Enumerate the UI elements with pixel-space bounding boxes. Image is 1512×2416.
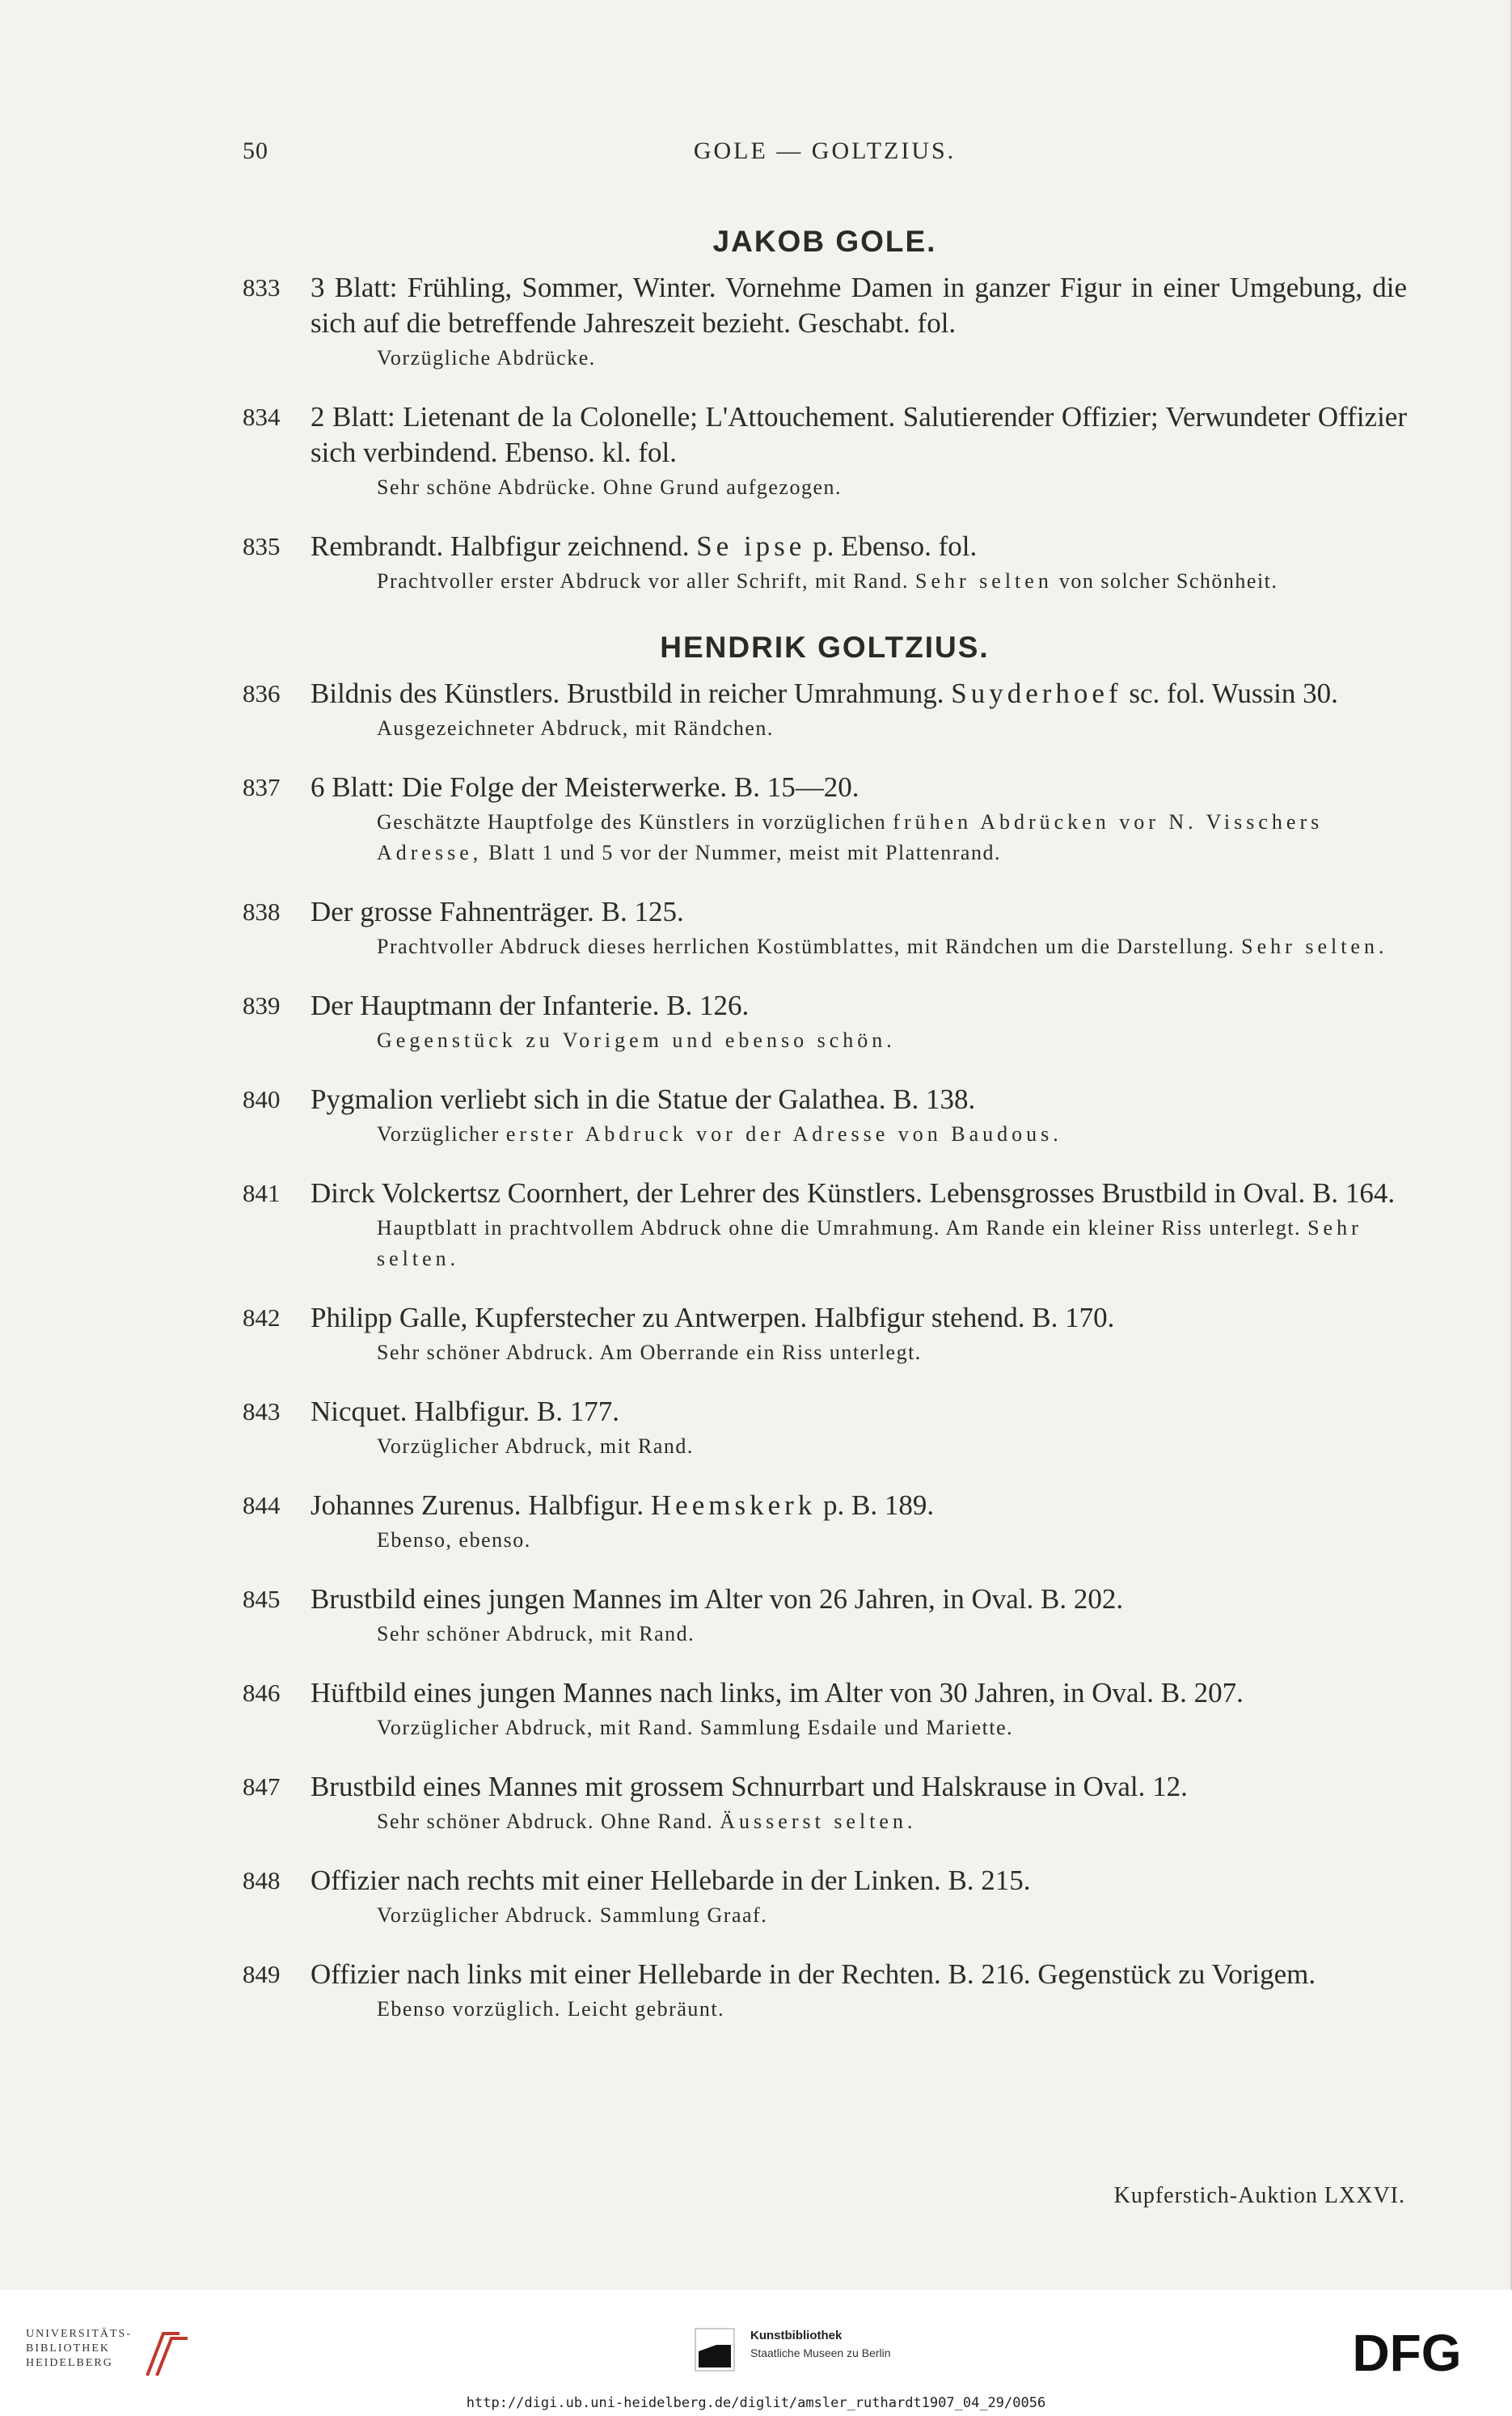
note-text: Sehr schöner Abdruck. Ohne Rand. <box>377 1810 714 1833</box>
note-emphasis: erster Abdruck vor der Adresse von Baudous. <box>505 1122 1062 1146</box>
running-title: GOLE — GOLTZIUS. <box>693 137 957 164</box>
lot-text <box>243 529 1407 564</box>
dfg-wordmark-icon <box>1326 2325 1488 2379</box>
lot-entry <box>243 894 1407 962</box>
lot-entry <box>243 1488 1407 1556</box>
lot-description-tail: p. Ebenso. fol. <box>813 530 978 562</box>
lot-text <box>243 1863 1407 1899</box>
lot-entry <box>243 529 1407 597</box>
lot-text <box>243 1082 1407 1117</box>
lot-entry <box>243 1082 1407 1150</box>
lot-description-tail: sc. fol. Wussin 30. <box>1129 678 1338 709</box>
note-emphasis: Sehr selten. <box>377 1216 1362 1270</box>
note-text: Hauptblatt in prachtvollem Abdruck ohne die Umrahmung. Am Rande ein kleiner Riss unterlegt. <box>377 1216 1302 1240</box>
lot-text <box>243 270 1407 341</box>
lot-text <box>243 1488 1407 1523</box>
lot-text <box>243 1300 1407 1336</box>
lot-note: Sehr schöner Abdruck, mit Rand. <box>377 1622 695 1645</box>
lot-description: Bildnis des Künstlers. Brustbild in reicher Umrahmung. <box>310 678 944 709</box>
lot-text <box>243 1176 1407 1211</box>
note-emphasis: Sehr selten. <box>1241 935 1388 958</box>
lot-note: Vorzüglicher Abdruck, mit Rand. Sammlung Esdaile und Mariette. <box>377 1716 1014 1739</box>
lot-note: Ausgezeichneter Abdruck, mit Rändchen. <box>377 716 774 740</box>
lot-text <box>243 1675 1407 1711</box>
lot-description: Philipp Galle, Kupferstecher zu Antwerpen. Halbfigur stehend. B. 170. <box>310 1302 1115 1333</box>
note-text: Prachtvoller Abdruck dieses herrlichen Kostümblattes, mit Rändchen um die Darstellung. <box>377 935 1235 958</box>
lot-entry <box>243 1675 1407 1743</box>
lot-text <box>243 894 1407 930</box>
lot-number: 833 <box>243 273 281 302</box>
lot-text <box>243 1769 1407 1805</box>
lot-note: Sehr schöner Abdruck. Am Oberrande ein Riss unterlegt. <box>377 1341 922 1364</box>
artist-name: Suyderhoef <box>951 678 1122 709</box>
lot-entry <box>243 1394 1407 1462</box>
lot-note <box>377 1119 1407 1150</box>
lot-number: 845 <box>243 1585 281 1613</box>
note-text: Geschätzte Hauptfolge des Künstlers in vorzüglichen <box>377 810 887 834</box>
lot-note: Vorzüglicher Abdruck. Sammlung Graaf. <box>377 1903 768 1927</box>
lot-description: Brustbild eines Mannes mit grossem Schnurrbart und Halskrause in Oval. 12. <box>310 1771 1188 1802</box>
page-number: 50 <box>243 137 268 164</box>
kunstbibliothek-title: Kunstbibliothek <box>750 2329 843 2342</box>
lot-number: 843 <box>243 1397 281 1426</box>
lot-number: 849 <box>243 1960 281 1988</box>
dfg-logo[interactable] <box>1326 2325 1488 2383</box>
museum-mark-icon <box>694 2327 736 2372</box>
lot-note <box>377 1025 1407 1056</box>
university-name: UNIVERSITÄTS- BIBLIOTHEK HEIDELBERG <box>26 2328 132 2369</box>
svg-text:DFG: DFG <box>1352 2325 1462 2379</box>
lot-entry <box>243 1863 1407 1931</box>
lot-note <box>377 931 1407 962</box>
lot-entry <box>243 1176 1407 1274</box>
catalogue-footer: Kupferstich-Auktion LXXVI. <box>1113 2183 1405 2208</box>
lot-note <box>377 1213 1407 1274</box>
note-tail: von solcher Schönheit. <box>1058 569 1278 593</box>
lot-description: Nicquet. Halbfigur. B. 177. <box>310 1396 620 1427</box>
lot-note: Vorzüglicher Abdruck, mit Rand. <box>377 1434 694 1458</box>
lot-number: 835 <box>243 532 281 560</box>
lot-number: 848 <box>243 1866 281 1894</box>
lot-description: 3 Blatt: Frühling, Sommer, Winter. Vornehme Damen in ganzer Figur in einer Umgebung, die sich auf die betreffende Jahreszeit bezieht. Geschabt. fol. <box>310 272 1407 339</box>
lot-number: 841 <box>243 1179 281 1207</box>
lot-description: Der grosse Fahnenträger. B. 125. <box>310 896 684 927</box>
lot-number: 838 <box>243 898 281 926</box>
university-crest-icon <box>139 2327 196 2377</box>
lot-text <box>243 1957 1407 1992</box>
note-tail: Blatt 1 und 5 vor der Nummer, meist mit Plattenrand. <box>488 841 1001 864</box>
note-text: Vorzüglicher <box>377 1122 500 1146</box>
lot-description: Hüftbild eines jungen Mannes nach links, im Alter von 30 Jahren, in Oval. B. 207. <box>310 1677 1244 1709</box>
lot-note: Ebenso vorzüglich. Leicht gebräunt. <box>377 1997 725 2021</box>
kunstbibliothek-subtitle: Staatliche Museen zu Berlin <box>750 2346 891 2359</box>
permalink-url[interactable]: http://digi.ub.uni-heidelberg.de/diglit/amsler_ruthardt1907_04_29/0056 <box>466 2395 1046 2411</box>
lot-entry <box>243 1957 1407 2025</box>
lot-description: 2 Blatt: Lietenant de la Colonelle; L'Attouchement. Salutierender Offizier; Verwundeter Offizier sich verbindend. Ebenso. kl. fol. <box>310 401 1407 468</box>
lot-entry <box>243 676 1407 744</box>
lot-description: Der Hauptmann der Infanterie. B. 126. <box>310 990 750 1021</box>
lot-description: Offizier nach links mit einer Hellebarde in der Rechten. B. 216. Gegenstück zu Vorigem. <box>310 1958 1316 1990</box>
lot-description-tail: p. B. 189. <box>823 1489 935 1521</box>
lot-note <box>377 807 1407 868</box>
lot-number: 836 <box>243 679 281 707</box>
note-emphasis: frühen Abdrücken vor N. Visschers Adresse, <box>377 810 1324 864</box>
section-heading-jakob-gole: JAKOB GOLE. <box>712 225 937 258</box>
lot-entry <box>243 399 1407 503</box>
lot-description: Dirck Volckertsz Coornhert, der Lehrer des Künstlers. Lebensgrosses Brustbild in Oval. B. 164. <box>310 1177 1396 1209</box>
lot-entry <box>243 1769 1407 1837</box>
lot-number: 844 <box>243 1491 281 1519</box>
lot-note: Vorzügliche Abdrücke. <box>377 346 596 370</box>
running-head <box>243 137 1407 175</box>
artist-name: Se ipse <box>696 530 806 562</box>
lot-text <box>243 988 1407 1024</box>
kunstbibliothek-logo[interactable] <box>694 2325 936 2382</box>
lot-description: Offizier nach rechts mit einer Hellebarde in der Linken. B. 215. <box>310 1865 1031 1896</box>
lot-number: 839 <box>243 991 281 1020</box>
artist-name: Heemskerk <box>650 1489 817 1521</box>
lot-description: 6 Blatt: Die Folge der Meisterwerke. B. 15—20. <box>310 771 859 803</box>
lot-note <box>377 1806 1407 1837</box>
university-library-logo[interactable] <box>26 2327 204 2384</box>
lot-entry <box>243 988 1407 1056</box>
lot-number: 847 <box>243 1772 281 1801</box>
note-text: Prachtvoller erster Abdruck vor aller Schrift, mit Rand. <box>377 569 910 593</box>
lot-text <box>243 770 1407 805</box>
lot-description: Pygmalion verliebt sich in die Statue der Galathea. B. 138. <box>310 1083 976 1115</box>
lot-number: 846 <box>243 1679 281 1707</box>
lot-note: Sehr schöne Abdrücke. Ohne Grund aufgezogen. <box>377 475 843 499</box>
lot-description: Rembrandt. Halbfigur zeichnend. <box>310 530 690 562</box>
lot-note <box>377 566 1407 597</box>
lot-text <box>243 399 1407 471</box>
section-heading-hendrik-goltzius: HENDRIK GOLTZIUS. <box>660 631 990 664</box>
lot-description: Brustbild eines jungen Mannes im Alter von 26 Jahren, in Oval. B. 202. <box>310 1583 1124 1615</box>
lot-entry <box>243 270 1407 374</box>
note-emphasis: Sehr selten <box>915 569 1053 593</box>
lot-description: Johannes Zurenus. Halbfigur. <box>310 1489 644 1521</box>
lot-number: 834 <box>243 403 281 431</box>
lot-entry <box>243 770 1407 868</box>
lot-text <box>243 1394 1407 1430</box>
digitization-bar <box>0 2301 1512 2416</box>
lot-text <box>243 676 1407 712</box>
lot-entry <box>243 1582 1407 1649</box>
lot-text <box>243 1582 1407 1617</box>
lot-note: Ebenso, ebenso. <box>377 1528 531 1552</box>
lot-number: 840 <box>243 1085 281 1113</box>
lot-number: 842 <box>243 1303 281 1332</box>
lot-number: 837 <box>243 773 281 801</box>
lot-entry <box>243 1300 1407 1368</box>
catalogue-content <box>243 218 1407 2051</box>
note-emphasis: Gegenstück zu Vorigem und ebenso schön. <box>377 1028 896 1052</box>
note-emphasis: Äusserst selten. <box>720 1810 917 1833</box>
